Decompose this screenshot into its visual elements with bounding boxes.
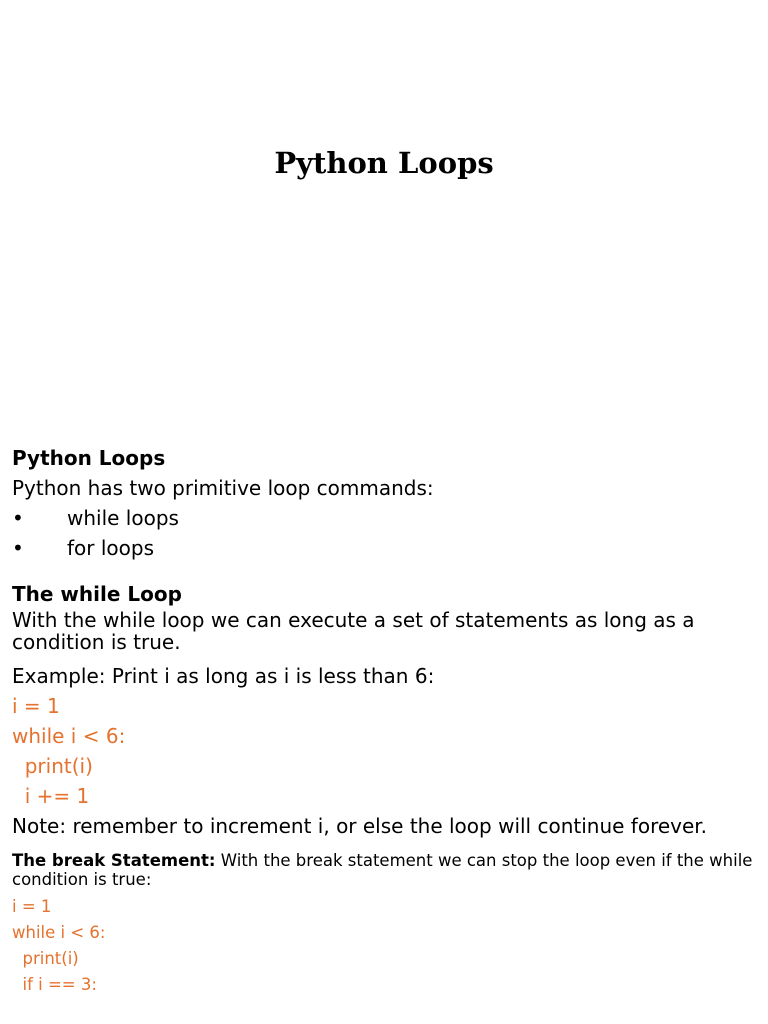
break-statement-section	[12, 851, 757, 998]
example-label: Example: Print i as long as i is less than 6:	[12, 664, 435, 688]
code-line: while i < 6:	[12, 923, 106, 942]
break-text: With the break statement we can stop the loop even if the while condition is true:	[12, 851, 753, 889]
break-heading: The break Statement:	[12, 851, 216, 870]
note-text: Note: remember to increment i, or else the loop will continue forever.	[12, 814, 708, 838]
intro-section	[12, 443, 757, 563]
intro-heading: Python Loops	[12, 446, 166, 470]
code-line: if i == 3:	[12, 975, 97, 994]
while-loop-section	[12, 579, 757, 841]
code-line: while i < 6:	[12, 724, 126, 748]
code-line: print(i)	[12, 754, 93, 778]
code-line: i += 1	[12, 784, 90, 808]
while-code-block	[12, 691, 757, 811]
code-line: print(i)	[12, 949, 79, 968]
code-line: i = 1	[12, 897, 52, 916]
while-loop-heading: The while Loop	[12, 582, 182, 606]
break-description	[12, 851, 757, 889]
page-title: Python Loops	[274, 146, 494, 180]
intro-text: Python has two primitive loop commands:	[12, 476, 434, 500]
list-item	[12, 503, 757, 533]
loop-types-list	[12, 503, 757, 563]
document-body	[12, 443, 757, 998]
break-code-block	[12, 894, 757, 998]
list-item	[12, 533, 757, 563]
bullet-icon: •	[12, 506, 24, 530]
list-item-label: for loops	[67, 536, 155, 560]
while-loop-description: With the while loop we can execute a set of statements as long as a condition is true.	[12, 608, 695, 654]
list-item-label: while loops	[67, 506, 179, 530]
bullet-icon: •	[12, 536, 24, 560]
code-line: i = 1	[12, 694, 60, 718]
